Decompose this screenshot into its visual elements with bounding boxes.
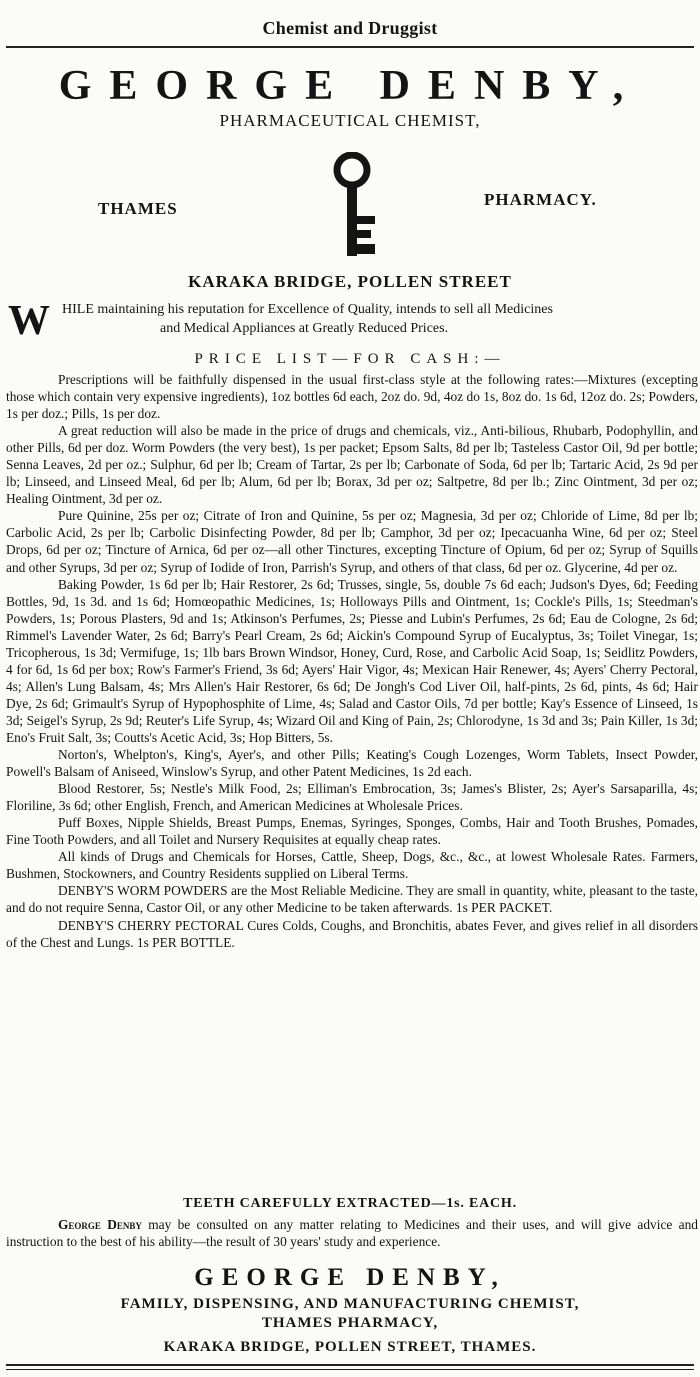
masthead-left-word: THAMES xyxy=(98,199,178,218)
masthead-title: PHARMACEUTICAL CHEMIST, xyxy=(219,111,481,130)
paragraph: Pure Quinine, 25s per oz; Citrate of Iron and Quinine, 5s per oz; Magnesia, 3d per oz; Chloride of Lime, 8d per lb; Carbolic Acid, 2s per lb; Carbolic Disinfecting Powder, 8d per lb; Camphor, 3d per oz; Ipecacuanha Wine, 6d per oz; Steel Drops, 6d per oz; Tincture of Arnica, 6d per oz—all other Tinctures, excepting Tincture of Opium, 6d per oz; Syrup of Squills and other Syrups, 3d per oz; Syrup of Iodide of Iron, Parrish's Syrup, and others of that class, 6d per oz. Glycerine, 4d per oz. xyxy=(6,508,698,575)
paragraph: DENBY'S CHERRY PECTORAL Cures Colds, Coughs, and Bronchitis, abates Fever, and gives relief in all disorders of the Chest and Lungs. 1s PER BOTTLE. xyxy=(6,917,698,950)
section-header: Chemist and Druggist xyxy=(262,18,438,38)
paragraph: A great reduction will also be made in the price of drugs and chemicals, viz., Anti-bilious, Rhubarb, Podophyllin, and other Pills, 6d per doz. Worm Powders (the very best), 1s per packet; Epsom Salts, 8d per lb; Tasteless Castor Oil, 9d per bottle; Senna Leaves, 2d per oz.; Sulphur, 6d per lb; Cream of Tartar, 2s per lb; Carbonate of Soda, 6d per lb; Tartaric Acid, 2s 9d per lb; Linseed, and Linseed Meal, 6d per lb; Alum, 6d per lb; Borax, 3d per oz; Saltpetre, 8d per lb.; Zinc Ointment, 3d per oz; Healing Ointment, 3d per oz. xyxy=(6,423,698,507)
paragraph: DENBY'S WORM POWDERS are the Most Reliable Medicine. They are small in quantity, white, pleasant to the taste, and do not require Senna, Castor Oil, or any other Medicine to be taken afterwards. 1s PER PACKET. xyxy=(6,883,698,916)
paragraph: Blood Restorer, 5s; Nestle's Milk Food, 2s; Elliman's Embrocation, 3s; James's Blister, 2s; Ayer's Sarsaparilla, 4s; Floriline, 3s 6d; other English, French, and American Medicines at Wholesale Prices. xyxy=(6,781,698,814)
intro-text xyxy=(62,300,698,338)
footer-line-1: FAMILY, DISPENSING, AND MANUFACTURING CHEMIST, xyxy=(120,1296,580,1312)
masthead-name: GEORGE DENBY, xyxy=(58,63,642,109)
price-list-heading: PRICE LIST—FOR CASH:— xyxy=(194,351,506,367)
consult-name: George Denby xyxy=(58,1217,142,1232)
intro-line-2: and Medical Appliances at Greatly Reduced Prices. xyxy=(160,321,449,336)
paragraph: Norton's, Whelpton's, King's, Ayer's, and other Pills; Keating's Cough Lozenges, Worm Tablets, Insect Powder, Powell's Balsam of Aniseed, Winslow's Syrup, and other Patent Medicines, 1s 2d each. xyxy=(6,747,698,780)
top-rule xyxy=(6,46,694,48)
key-icon xyxy=(326,152,378,258)
bottom-rule xyxy=(6,1364,694,1366)
paragraph: Baking Powder, 1s 6d per lb; Hair Restorer, 2s 6d; Trusses, single, 5s, double 7s 6d each; Judson's Dyes, 6d; Feeding Bottles, 9d, 1s 3d. and 1s 6d; Homœopathic Medicines, 1s; Holloways Pills and Ointment, 1s; Cockle's Pills, 1s; Steedman's Powders, 1s; Porous Plasters, 9d and 1s; Atkinson's Perfumes, 2s; Piesse and Lubin's Perfumes, 2s 6d; Eau de Cologne, 2s 6d; Rimmel's Lavender Water, 2s 6d; Barry's Pearl Cream, 2s 6d; Aickin's Compound Syrup of Eucalyptus, 3s; Toilet Vinegar, 1s; Tricopherous, 1s 3d; Vermifuge, 1s; 1lb bars Brown Windsor, Honey, Curd, Rose, and Carbolic Acid Soap, 1s; Seidlitz Powders, 4 for 6d, 1s 6d per box; Row's Farmer's Friend, 3s 6d; Ayers' Hair Vigor, 4s; Mexican Hair Renewer, 4s; Ayers' Cherry Pectoral, 4s; Allen's Lung Balsam, 4s; Mrs Allen's Hair Restorer, 6s 6d; De Jongh's Cod Liver Oil, half-pints, 2s 6d, pints, 4s 6d; Hair Dye, 2s 6d; Grimault's Syrup of Hypophosphite of Lime, 4s; Salad and Castor Oils, 7d per bottle; Kay's Essence of Linseed, 1s 3d; Seigel's Syrup, 2s 9d; Reuter's Life Syrup, 4s; Wizard Oil and King of Pain, 2s; Chlorodyne, 1s 3d and 3s; Pain Killer, 1s 3d; Eno's Fruit Salt, 3s; Coutts's Acetic Acid, 3s; Hop Bitters, 5s. xyxy=(6,576,698,745)
consult-notice xyxy=(6,1216,698,1250)
consult-text: may be consulted on any matter relating to Medicines and their uses, and will give advice and instruction to the best of his ability—the result of 30 years' study and experience. xyxy=(6,1217,698,1250)
teeth-notice: TEETH CAREFULLY EXTRACTED—1s. EACH. xyxy=(183,1196,517,1211)
footer-address: KARAKA BRIDGE, POLLEN STREET, THAMES. xyxy=(163,1339,537,1355)
masthead-address: KARAKA BRIDGE, POLLEN STREET xyxy=(188,272,512,291)
masthead-right-word: PHARMACY. xyxy=(484,190,597,209)
intro-dropcap: W xyxy=(8,298,50,344)
footer-line-2: THAMES PHARMACY, xyxy=(261,1315,439,1331)
price-list-body xyxy=(6,371,698,951)
paragraph: All kinds of Drugs and Chemicals for Horses, Cattle, Sheep, Dogs, &c., &c., at lowest Wholesale Rates. Farmers, Bushmen, Stockowners, and Country Residents supplied on Liberal Terms. xyxy=(6,849,698,882)
footer-name: GEORGE DENBY, xyxy=(194,1264,506,1291)
intro-line-1: HILE maintaining his reputation for Excellence of Quality, intends to sell all Medicines xyxy=(62,302,553,317)
bottom-rule-thin xyxy=(6,1369,694,1370)
paragraph: Puff Boxes, Nipple Shields, Breast Pumps, Enemas, Syringes, Sponges, Combs, Hair and Tooth Brushes, Pomades, Fine Tooth Powders, and all Toilet and Nursery Requisites at equally cheap rates. xyxy=(6,815,698,848)
consult-paragraph xyxy=(6,1216,698,1250)
paragraph: Prescriptions will be faithfully dispensed in the usual first-class style at the following rates:—Mixtures (excepting those which contain very expensive ingredients), 1oz bottles 6d each, 2oz do. 9d, 4oz do 1s, 8oz do. 1s 6d, 12oz do. 2s; Powders, 1s per doz.; Pills, 1s per doz. xyxy=(6,372,698,422)
